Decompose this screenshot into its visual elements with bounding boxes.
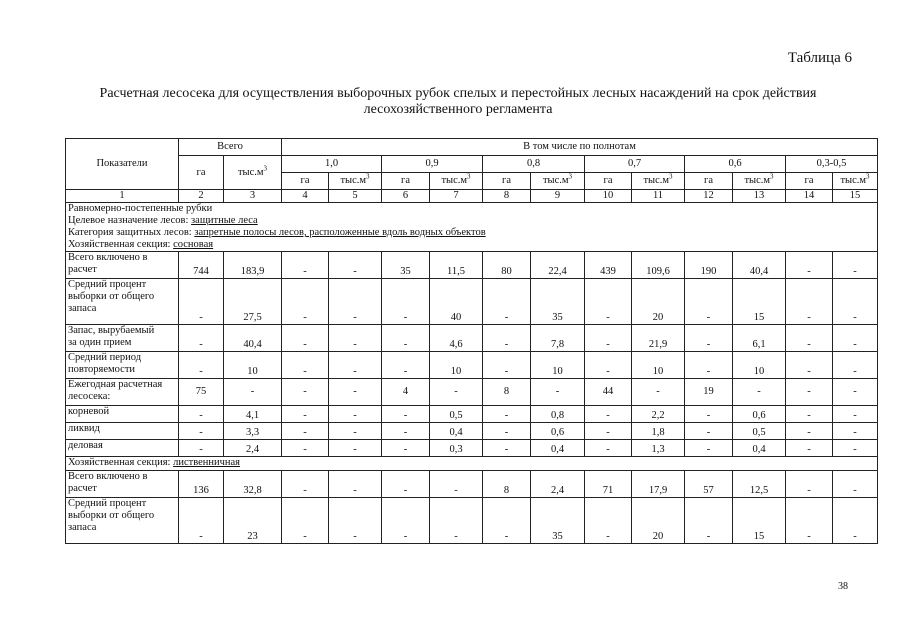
row-label: Всего включено в расчет <box>66 471 179 498</box>
header-density: 0,7 <box>585 156 685 173</box>
table-cell: - <box>483 279 531 325</box>
table-row <box>66 252 878 279</box>
header-total-volume: $тыс.м^3$ <box>224 156 282 190</box>
unit-volume: $тыс.м^3$ <box>531 173 585 190</box>
table-cell: 10 <box>430 352 483 379</box>
table-cell: - <box>282 406 329 423</box>
table-cell: - <box>833 440 878 457</box>
table-row <box>66 406 878 423</box>
table-cell: 15 <box>733 279 786 325</box>
table-title <box>40 86 876 118</box>
table-cell: - <box>786 498 833 544</box>
table-cell: 0,8 <box>531 406 585 423</box>
table-cell: - <box>483 498 531 544</box>
calculation-table <box>65 138 878 544</box>
table-cell: 75 <box>179 379 224 406</box>
row-label: ликвид <box>66 423 179 440</box>
table-cell: 0,4 <box>733 440 786 457</box>
table-cell: - <box>179 440 224 457</box>
table-cell: - <box>833 406 878 423</box>
unit-volume: $тыс.м^3$ <box>733 173 786 190</box>
table-cell: - <box>282 471 329 498</box>
table-cell: - <box>685 423 733 440</box>
table-cell: - <box>833 279 878 325</box>
table-cell: 57 <box>685 471 733 498</box>
row-label: деловая <box>66 440 179 457</box>
table-cell: - <box>329 406 382 423</box>
table-cell: - <box>282 379 329 406</box>
table-cell: 40,4 <box>733 252 786 279</box>
table-cell: 35 <box>531 498 585 544</box>
unit-ha: га <box>585 173 632 190</box>
unit-ha: га <box>685 173 733 190</box>
column-number: 7 <box>430 190 483 203</box>
table-cell: - <box>786 423 833 440</box>
column-numbers-row <box>66 190 878 203</box>
header-density: 0,3-0,5 <box>786 156 878 173</box>
table-cell: - <box>329 352 382 379</box>
table-cell: 20 <box>632 498 685 544</box>
table-cell: 0,4 <box>430 423 483 440</box>
table-cell: - <box>483 423 531 440</box>
row-label: Запас, вырубаемый за один прием <box>66 325 179 352</box>
table-cell: 71 <box>585 471 632 498</box>
table-cell: 0,5 <box>733 423 786 440</box>
table-cell: - <box>329 498 382 544</box>
row-label: Всего включено в расчет <box>66 252 179 279</box>
table-cell: 27,5 <box>224 279 282 325</box>
column-number: 2 <box>179 190 224 203</box>
table-cell: - <box>685 279 733 325</box>
table-cell: 35 <box>531 279 585 325</box>
table-cell: - <box>585 325 632 352</box>
table-cell: - <box>282 498 329 544</box>
unit-volume: $тыс.м^3$ <box>632 173 685 190</box>
row-label: Средний период повторяемости <box>66 352 179 379</box>
table-cell: - <box>329 423 382 440</box>
table-cell: - <box>329 440 382 457</box>
table-cell: - <box>786 406 833 423</box>
forest-purpose: Целевое назначение лесов: защитные леса <box>68 215 258 226</box>
table-cell: - <box>733 379 786 406</box>
table-cell: - <box>833 325 878 352</box>
table-row <box>66 498 878 544</box>
table-cell: - <box>382 423 430 440</box>
table-cell: - <box>179 423 224 440</box>
row-label: Средний процент выборки от общего запаса <box>66 279 179 325</box>
table-cell: - <box>282 440 329 457</box>
title-line-2: лесохозяйственного регламента <box>363 102 553 117</box>
table-cell: - <box>382 498 430 544</box>
table-cell: - <box>382 471 430 498</box>
unit-ha: га <box>483 173 531 190</box>
table-cell: - <box>179 352 224 379</box>
table-cell: - <box>685 498 733 544</box>
table-cell: 0,6 <box>531 423 585 440</box>
table-cell: 6,1 <box>733 325 786 352</box>
table-cell: 10 <box>531 352 585 379</box>
table-cell: 744 <box>179 252 224 279</box>
table-cell: 44 <box>585 379 632 406</box>
table-cell: - <box>685 440 733 457</box>
table-cell: - <box>382 406 430 423</box>
column-number: 1 <box>66 190 179 203</box>
table-cell: 19 <box>685 379 733 406</box>
column-number: 14 <box>786 190 833 203</box>
header-density: 0,9 <box>382 156 483 173</box>
table-cell: 4,1 <box>224 406 282 423</box>
column-number: 5 <box>329 190 382 203</box>
table-cell: - <box>786 252 833 279</box>
column-number: 10 <box>585 190 632 203</box>
table-cell: 4,6 <box>430 325 483 352</box>
header-including: В том числе по полнотам <box>282 139 878 156</box>
table-cell: 17,9 <box>632 471 685 498</box>
table-cell: - <box>685 352 733 379</box>
table-row <box>66 440 878 457</box>
table-cell: - <box>282 279 329 325</box>
table-cell: - <box>685 406 733 423</box>
table-cell: - <box>179 279 224 325</box>
table-row <box>66 279 878 325</box>
table-cell: 0,4 <box>531 440 585 457</box>
table-cell: - <box>179 406 224 423</box>
table-cell: 23 <box>224 498 282 544</box>
table-cell: - <box>382 440 430 457</box>
table-cell: 10 <box>733 352 786 379</box>
table-cell: - <box>282 325 329 352</box>
table-cell: - <box>224 379 282 406</box>
table-cell: - <box>483 325 531 352</box>
header-total-ha: га <box>179 156 224 190</box>
table-cell: - <box>786 471 833 498</box>
table-cell: 35 <box>382 252 430 279</box>
header-indicators: Показатели <box>66 139 179 190</box>
table-cell: - <box>179 498 224 544</box>
table-cell: 8 <box>483 471 531 498</box>
table-cell: 22,4 <box>531 252 585 279</box>
table-cell: 136 <box>179 471 224 498</box>
table-cell: - <box>786 352 833 379</box>
table-cell: 4 <box>382 379 430 406</box>
header-total: Всего <box>179 139 282 156</box>
header-row-2 <box>66 156 878 173</box>
table-cell: - <box>786 325 833 352</box>
table-cell: 439 <box>585 252 632 279</box>
table-cell: - <box>585 352 632 379</box>
unit-ha: га <box>786 173 833 190</box>
table-cell: - <box>430 498 483 544</box>
table-cell: 15 <box>733 498 786 544</box>
table-cell: - <box>585 498 632 544</box>
table-cell: 109,6 <box>632 252 685 279</box>
table-cell: 190 <box>685 252 733 279</box>
unit-volume: $тыс.м^3$ <box>833 173 878 190</box>
column-number: 12 <box>685 190 733 203</box>
protective-category: Категория защитных лесов: запретные полосы лесов, расположенные вдоль водных объектов <box>68 227 486 238</box>
header-row-1 <box>66 139 878 156</box>
table-cell: 11,5 <box>430 252 483 279</box>
column-number: 8 <box>483 190 531 203</box>
table-cell: - <box>282 423 329 440</box>
table-body <box>66 139 878 544</box>
column-number: 6 <box>382 190 430 203</box>
section-header-row <box>66 203 878 252</box>
table-cell: - <box>179 325 224 352</box>
table-cell: - <box>483 406 531 423</box>
table-cell: 21,9 <box>632 325 685 352</box>
table-cell: - <box>329 279 382 325</box>
rubka-type: Равномерно-постепенные рубки <box>68 203 213 214</box>
table-cell: 2,4 <box>531 471 585 498</box>
table-row <box>66 471 878 498</box>
unit-volume: $тыс.м^3$ <box>329 173 382 190</box>
title-line-1: Расчетная лесосека для осуществления выборочных рубок спелых и перестойных лесных насаждений на срок действия <box>99 86 817 101</box>
table-cell: 1,8 <box>632 423 685 440</box>
header-density: 0,8 <box>483 156 585 173</box>
table-cell: - <box>833 423 878 440</box>
table-cell: - <box>430 379 483 406</box>
table-cell: - <box>786 279 833 325</box>
table-cell: 20 <box>632 279 685 325</box>
column-number: 4 <box>282 190 329 203</box>
economic-section: Хозяйственная секция: сосновая <box>68 239 214 250</box>
row-label: Ежегодная расчетная лесосека: <box>66 379 179 406</box>
unit-ha: га <box>382 173 430 190</box>
table-cell: 10 <box>224 352 282 379</box>
header-density: 0,6 <box>685 156 786 173</box>
table-cell: - <box>382 279 430 325</box>
table-cell: 0,5 <box>430 406 483 423</box>
table-cell: - <box>585 423 632 440</box>
table-cell: 32,8 <box>224 471 282 498</box>
table-cell: - <box>382 325 430 352</box>
section-header-row <box>66 457 878 471</box>
table-cell: 80 <box>483 252 531 279</box>
table-cell: - <box>329 379 382 406</box>
table-cell: - <box>585 279 632 325</box>
table-cell: 2,4 <box>224 440 282 457</box>
table-cell: - <box>685 325 733 352</box>
table-cell: 40 <box>430 279 483 325</box>
table-cell: - <box>329 252 382 279</box>
column-number: 13 <box>733 190 786 203</box>
table-cell: - <box>585 406 632 423</box>
column-number: 9 <box>531 190 585 203</box>
row-label: Средний процент выборки от общего запаса <box>66 498 179 544</box>
table-row <box>66 379 878 406</box>
table-cell: 3,3 <box>224 423 282 440</box>
table-cell: - <box>786 379 833 406</box>
unit-ha: га <box>282 173 329 190</box>
unit-volume: $тыс.м^3$ <box>430 173 483 190</box>
table-cell: - <box>833 471 878 498</box>
table-cell: 0,6 <box>733 406 786 423</box>
table-cell: - <box>833 379 878 406</box>
table-cell: - <box>833 252 878 279</box>
table-cell: - <box>430 471 483 498</box>
row-label: корневой <box>66 406 179 423</box>
table-cell: 10 <box>632 352 685 379</box>
table-cell: - <box>329 471 382 498</box>
table-cell: 2,2 <box>632 406 685 423</box>
table-number: Таблица 6 <box>787 50 852 66</box>
table-cell: - <box>483 440 531 457</box>
section-1-header <box>66 203 878 252</box>
table-cell: 7,8 <box>531 325 585 352</box>
table-cell: - <box>833 352 878 379</box>
table-cell: 12,5 <box>733 471 786 498</box>
column-number: 11 <box>632 190 685 203</box>
table-cell: - <box>632 379 685 406</box>
page-number: 38 <box>838 581 848 592</box>
table-row <box>66 423 878 440</box>
table-cell: - <box>786 440 833 457</box>
table-row <box>66 325 878 352</box>
section-2-header: Хозяйственная секция: лиственничная <box>66 457 878 471</box>
table-cell: - <box>382 352 430 379</box>
table-cell: - <box>329 325 382 352</box>
table-cell: 1,3 <box>632 440 685 457</box>
column-number: 3 <box>224 190 282 203</box>
column-number: 15 <box>833 190 878 203</box>
header-density: 1,0 <box>282 156 382 173</box>
table-cell: - <box>833 498 878 544</box>
table-cell: - <box>531 379 585 406</box>
table-cell: 183,9 <box>224 252 282 279</box>
table-cell: - <box>585 440 632 457</box>
table-cell: 8 <box>483 379 531 406</box>
table-cell: 0,3 <box>430 440 483 457</box>
table-cell: 40,4 <box>224 325 282 352</box>
table-cell: - <box>282 252 329 279</box>
table-row <box>66 352 878 379</box>
table-cell: - <box>282 352 329 379</box>
table-cell: - <box>483 352 531 379</box>
